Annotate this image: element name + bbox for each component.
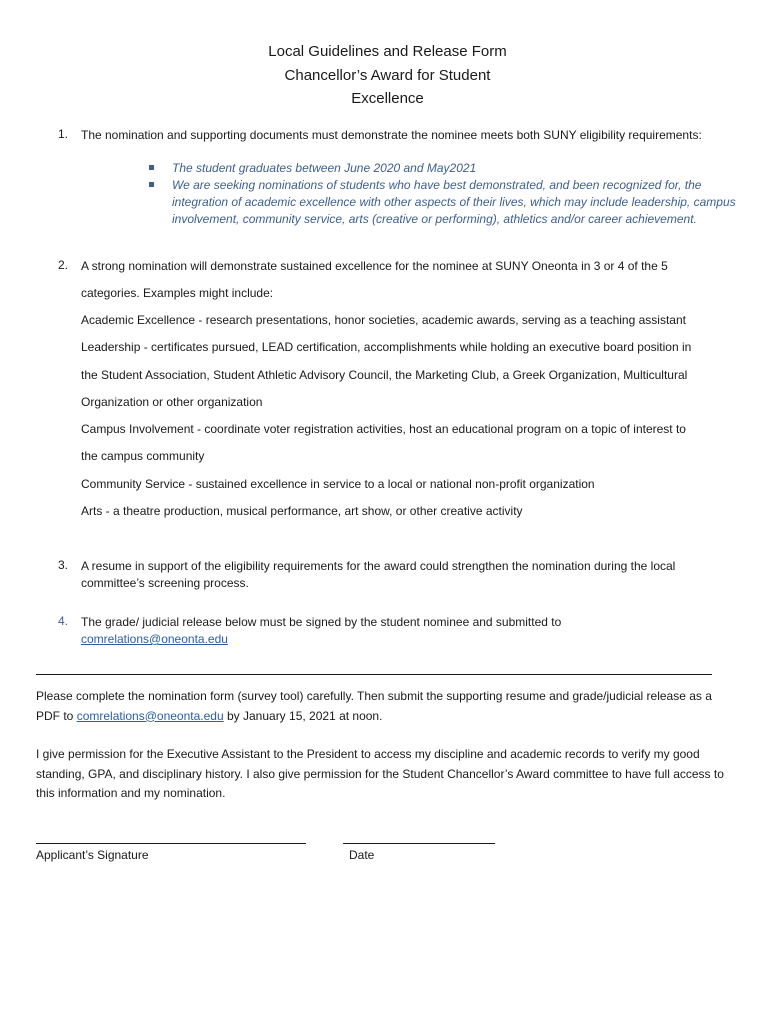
category-campus-involvement: Campus Involvement - coordinate voter registration activities, host an educational program on a topic of interest to <box>81 422 686 436</box>
eligibility-bullet-list <box>148 160 738 228</box>
item-1-text: The nomination and supporting documents must demonstrate the nominee meets both SUNY eligibility requirements: <box>81 128 702 142</box>
item-2-line-2: categories. Examples might include: <box>81 286 274 300</box>
title-line-3: Excellence <box>351 90 424 107</box>
item-3-number: 3. <box>58 558 69 572</box>
signature-line <box>36 843 306 844</box>
instructions-paragraph <box>36 687 726 726</box>
item-4-block <box>81 614 741 648</box>
bullet-item-graduation <box>148 160 738 177</box>
title-line-1: Local Guidelines and Release Form <box>268 43 507 60</box>
permission-paragraph: I give permission for the Executive Assistant to the President to access my discipline and academic records to verify my good standing, GPA, and disciplinary history. I also give permission for the Student Chancellor’s Award committee to have full access to this information and my nomination. <box>36 747 724 800</box>
section-divider <box>36 674 712 675</box>
category-arts: Arts - a theatre production, musical performance, art show, or other creative activity <box>81 504 523 518</box>
item-3-text: A resume in support of the eligibility requirements for the award could strengthen the nomination during the local committee’s screening process. <box>81 559 676 590</box>
category-leadership-cont: the Student Association, Student Athletic Advisory Council, the Marketing Club, a Greek Organization, Multicultural <box>81 368 688 382</box>
item-2-number: 2. <box>58 258 69 272</box>
category-community-service: Community Service - sustained excellence in service to a local or national non-profit organization <box>81 477 595 491</box>
category-campus-involvement-end: the campus community <box>81 449 205 463</box>
date-label: Date <box>349 848 375 862</box>
bullet-text: We are seeking nominations of students who have best demonstrated, and been recognized for, the integration of academic excellence with other aspects of their lives, which may include leadership, campus involvement, community service, arts (creative or performing), athletics and/or career achievement. <box>172 178 736 226</box>
instructions-deadline: by January 15, 2021 at noon. <box>226 708 383 723</box>
applicant-signature-label: Applicant’s Signature <box>36 848 149 862</box>
document-title <box>0 40 770 111</box>
category-leadership-end: Organization or other organization <box>81 395 263 409</box>
email-link-item-4[interactable]: comrelations@oneonta.edu <box>81 632 228 646</box>
item-4-number: 4. <box>58 614 69 628</box>
bullet-item-nominations <box>148 177 738 228</box>
title-line-2: Chancellor’s Award for Student <box>284 66 491 84</box>
item-2-line-1: A strong nomination will demonstrate sustained excellence for the nominee at SUNY Oneonta in 3 or 4 of the 5 <box>81 259 668 273</box>
email-link-instructions[interactable]: comrelations@oneonta.edu <box>76 708 224 723</box>
item-1-number: 1. <box>58 127 69 141</box>
instructions-text: Please complete the nomination form (survey tool) carefully. Then submit the supporting resume and grade/judicial release as a PDF to <box>36 689 712 723</box>
date-line <box>343 843 495 844</box>
category-academic-excellence: Academic Excellence - research presentations, honor societies, academic awards, serving as a teaching assistant <box>81 313 686 327</box>
square-bullet-icon <box>149 182 154 187</box>
bullet-text: The student graduates between June 2020 and May2021 <box>172 161 477 175</box>
square-bullet-icon <box>149 165 154 170</box>
category-leadership: Leadership - certificates pursued, LEAD certification, accomplishments while holding an executive board position in <box>81 340 692 354</box>
item-4-text: The grade/ judicial release below must be signed by the student nominee and submitted to <box>81 615 562 629</box>
